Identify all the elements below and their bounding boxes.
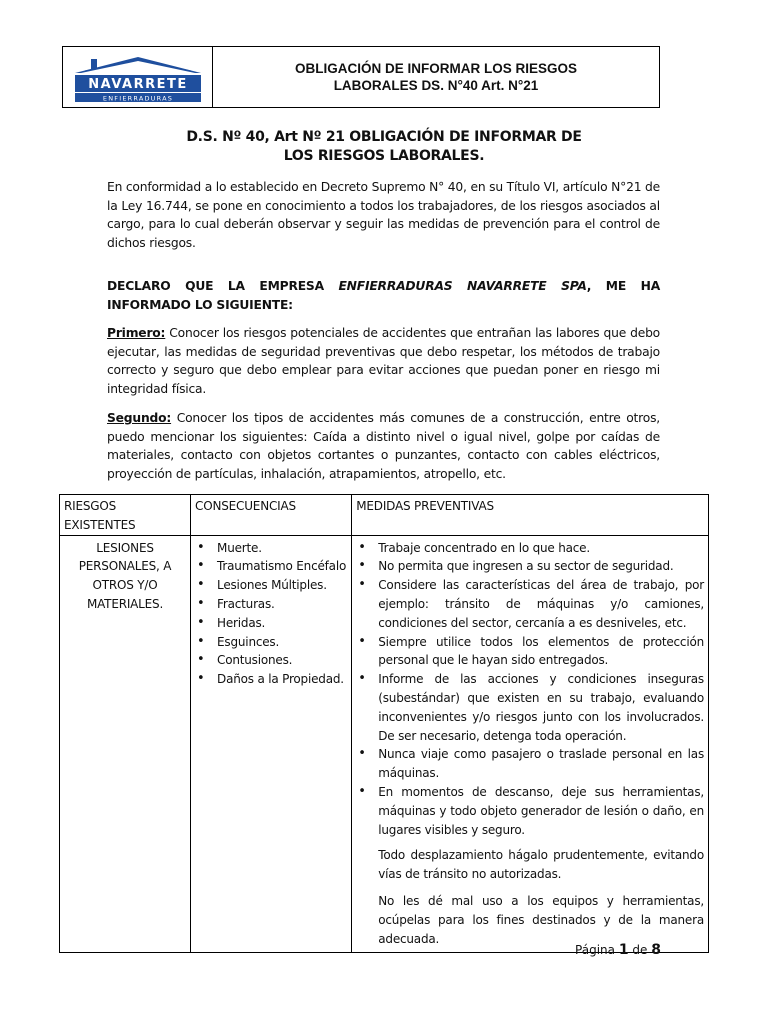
- measures-cell: [352, 535, 709, 953]
- header-title-line1: OBLIGACIÓN DE INFORMAR LOS RIESGOS: [294, 61, 577, 76]
- list-item: • En momentos de descanso, deje sus herramientas, máquinas y todo objeto generador de lesión o daño, en lugares visibles y seguro.: [356, 783, 704, 839]
- table-row: [60, 535, 709, 953]
- consequences-cell: [191, 535, 352, 953]
- list-item: • Informe de las acciones y condiciones inseguras (subestándar) que existen en su trabajo, evaluando inconvenientes y/o riesgos junto con los involucrados. De ser necesario, detenga toda operación.: [356, 670, 704, 745]
- risk-table: [59, 494, 709, 953]
- logo-name-text: NAVARRETE: [88, 77, 188, 92]
- list-item: • Muerte.: [195, 539, 347, 558]
- list-item: • Esguinces.: [195, 633, 347, 652]
- heading-line1: D.S. Nº 40, Art Nº 21 OBLIGACIÓN DE INFORMAR DE: [186, 129, 582, 145]
- document-heading: [104, 128, 664, 166]
- document-header: [62, 46, 660, 108]
- page-current: 1: [618, 942, 629, 958]
- second-paragraph: [107, 409, 660, 483]
- header-title-line2: LABORALES DS. N°40 Art. N°21: [333, 78, 539, 93]
- page-number: [540, 942, 661, 958]
- first-label: Primero:: [107, 326, 166, 340]
- list-item: • Contusiones.: [195, 651, 347, 670]
- header-medidas: MEDIDAS PREVENTIVAS: [352, 495, 709, 536]
- logo-subtext: ENFIERRADURAS: [102, 94, 174, 103]
- list-item: • Traumatismo Encéfalo: [195, 557, 347, 576]
- list-item: • Heridas.: [195, 614, 347, 633]
- first-paragraph: [107, 324, 660, 398]
- second-text: Conocer los tipos de accidentes más comunes de a construcción, entre otros, puedo mencionar los siguientes: Caída a distinto nivel o igual nivel, golpe por caídas de materiales, contacto con objetos cortantes o punzantes, contacto con cables eléctricos, proyección de partículas, inhalación, atrapamientos, atropello, etc.: [107, 411, 660, 481]
- measures-list: [356, 539, 704, 840]
- company-logo: [63, 47, 213, 107]
- risk-cell: LESIONES PERSONALES, A OTROS Y/O MATERIALES.: [60, 535, 191, 953]
- declaration-after: , ME HA INFORMADO LO SIGUIENTE:: [107, 279, 661, 312]
- list-item: • Trabaje concentrado en lo que hace.: [356, 539, 704, 558]
- first-text: Conocer los riesgos potenciales de accidentes que entrañan las labores que debo ejecutar, las medidas de seguridad preventivas que debo respetar, los métodos de trabajo correcto y seguro que debo emplear para evitar acciones que puedan poner en riesgo mi integridad física.: [107, 326, 660, 396]
- measure-extra-2: No les dé mal uso a los equipos y herramientas, ocúpelas para los fines destinados y de la manera adecuada.: [378, 893, 704, 946]
- heading-line2: LOS RIESGOS LABORALES.: [283, 148, 485, 164]
- second-label: Segundo:: [107, 411, 172, 425]
- header-consecuencias: CONSECUENCIAS: [191, 495, 352, 536]
- consequences-list: [195, 539, 347, 689]
- page-total: 8: [651, 942, 661, 958]
- intro-paragraph: En conformidad a lo establecido en Decreto Supremo N° 40, en su Título VI, artículo N°21 de la Ley 16.744, se pone en conocimiento a todos los trabajadores, de los riesgos asociados al cargo, para lo cual deberán observar y seguir las medidas de prevención para el control de dichos riesgos.: [107, 180, 661, 250]
- declaration-paragraph: [107, 277, 660, 314]
- declaration-before: DECLARO QUE LA EMPRESA: [107, 279, 339, 293]
- header-title: [213, 47, 659, 107]
- list-item: • Siempre utilice todos los elementos de protección personal que le hayan sido entregados.: [356, 633, 704, 671]
- of-word: de: [632, 943, 648, 957]
- list-item: • No permita que ingresen a su sector de seguridad.: [356, 557, 704, 576]
- list-item: • Fracturas.: [195, 595, 347, 614]
- list-item: • Lesiones Múltiples.: [195, 576, 347, 595]
- table-header-row: [60, 495, 709, 536]
- header-riesgos: RIESGOS EXISTENTES: [60, 495, 191, 536]
- list-item: • Daños a la Propiedad.: [195, 670, 347, 689]
- measure-extra-1: Todo desplazamiento hágalo prudentemente, evitando vías de tránsito no autorizadas.: [378, 848, 704, 882]
- list-item: • Nunca viaje como pasajero o traslade personal en las máquinas.: [356, 745, 704, 783]
- page-word: Página: [575, 943, 616, 957]
- navarrete-logo-graphic: [71, 55, 205, 103]
- declaration-company: ENFIERRADURAS NAVARRETE SPA: [338, 279, 587, 293]
- list-item: • Considere las características del área de trabajo, por ejemplo: tránsito de máquinas y/o camiones, condiciones del sector, cercanía a es desniveles, etc.: [356, 576, 704, 632]
